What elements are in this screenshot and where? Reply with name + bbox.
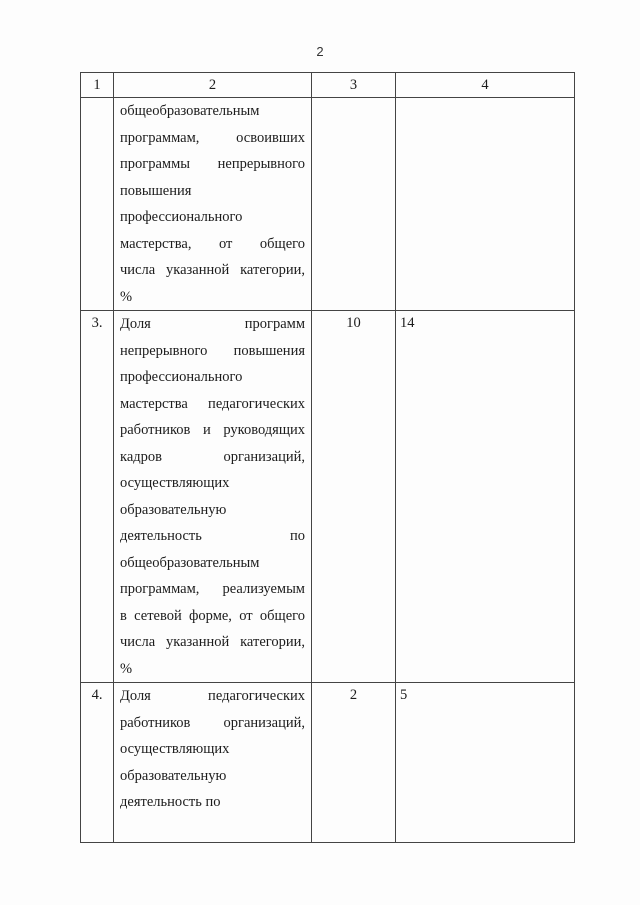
- table-row: [81, 98, 575, 311]
- description-line: [120, 816, 305, 843]
- description-line: общеобразовательным: [120, 554, 260, 571]
- description-line: Доля программ: [120, 316, 305, 332]
- target-value-cell: [396, 98, 575, 311]
- base-value-cell: [312, 98, 396, 311]
- description-line: осуществляющих: [120, 741, 230, 757]
- indicator-table: [80, 72, 575, 843]
- page-number: 2: [316, 44, 324, 59]
- description-line: осуществляющих: [120, 475, 230, 491]
- description-line: программам, реализуемым: [120, 581, 305, 597]
- description-line: профессионального: [120, 209, 243, 225]
- table-row: [81, 311, 575, 683]
- table-row: [81, 683, 575, 843]
- description-line: кадров организаций,: [120, 448, 305, 465]
- row-number-cell: [81, 98, 114, 311]
- target-value-cell: 14: [396, 311, 575, 683]
- description-line: образовательную: [120, 501, 227, 518]
- description-line: числа указанной категории,: [120, 634, 305, 650]
- description-line: мастерства, от общего: [120, 235, 305, 252]
- row-number-cell: 3.: [81, 311, 114, 683]
- description-line: деятельность по: [120, 528, 305, 544]
- description-line: профессионального: [120, 369, 243, 385]
- header-cell-2: 2: [114, 73, 312, 98]
- table-header-row: [81, 73, 575, 98]
- description-line: образовательную: [120, 767, 227, 784]
- description-line: мастерства педагогических: [120, 395, 305, 412]
- base-value-cell: 2: [312, 683, 396, 843]
- description-line: непрерывного повышения: [120, 342, 305, 359]
- description-line: числа указанной категории,: [120, 262, 305, 278]
- description-line: программам, освоивших: [120, 129, 305, 146]
- description-line: деятельность по: [120, 794, 221, 810]
- target-value-cell: 5: [396, 683, 575, 843]
- description-line: %: [120, 288, 133, 305]
- description-line: работников организаций,: [120, 714, 305, 731]
- indicator-description-cell: [114, 98, 312, 311]
- indicator-description-cell: [114, 683, 312, 843]
- description-line: повышения: [120, 182, 192, 199]
- description-line: в сетевой форме, от общего: [120, 607, 305, 624]
- header-cell-3: 3: [312, 73, 396, 98]
- header-cell-4: 4: [396, 73, 575, 98]
- base-value-cell: 10: [312, 311, 396, 683]
- description-line: Доля педагогических: [120, 688, 305, 704]
- description-line: работников и руководящих: [120, 422, 305, 438]
- row-number-cell: 4.: [81, 683, 114, 843]
- header-cell-1: 1: [81, 73, 114, 98]
- description-line: %: [120, 660, 133, 677]
- description-line: общеобразовательным: [120, 103, 260, 119]
- indicator-description-cell: [114, 311, 312, 683]
- description-line: программы непрерывного: [120, 156, 305, 172]
